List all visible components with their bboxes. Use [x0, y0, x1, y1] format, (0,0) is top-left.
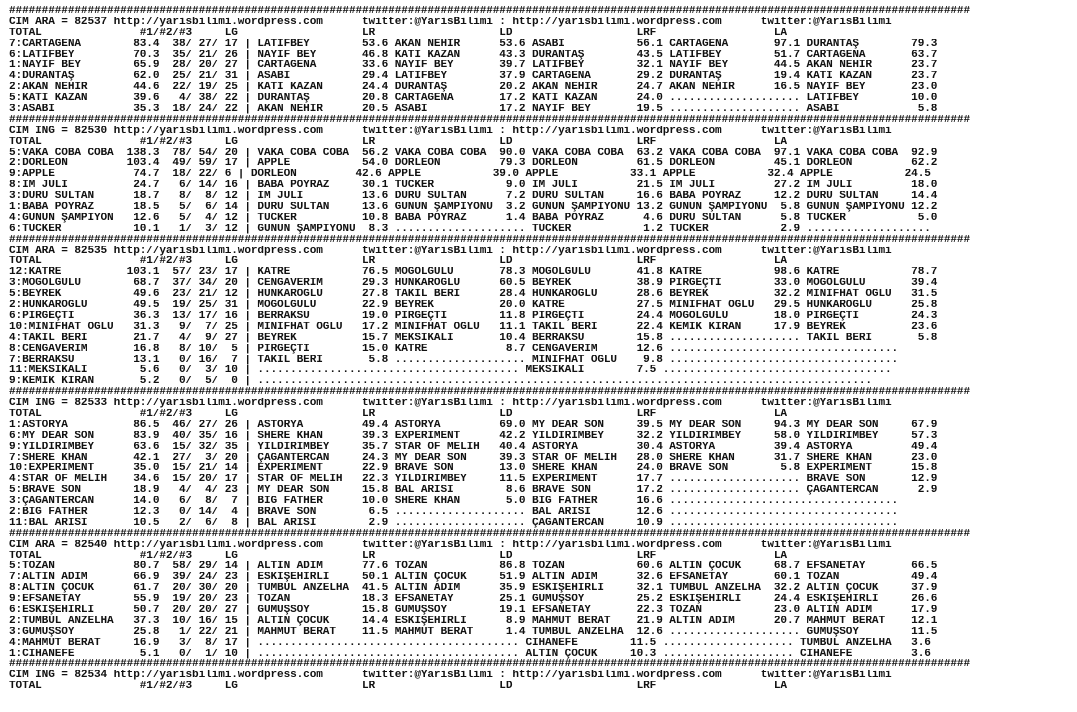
data-row: 7:BERRAKSU 13.1 0/ 16/ 7 | TAKIL BERİ 5.8 .................... MİNİFHAT OĞLU 9.8 ................................... — [9, 354, 899, 366]
data-row: 8:ALTIN ÇOCUK 61.7 20/ 30/ 20 | TUMBUL ANZELHA 41.5 ALTIN ADIM 35.9 ESKİŞEHİRLİ 32.1 TUMBUL ANZELHA 32.2 ALTIN ÇOCUK 37.9 — [9, 583, 938, 595]
data-row: 2:DORLEON 103.4 49/ 59/ 17 | APPLE 54.0 DORLEON 79.3 DORLEON 61.5 DORLEON 45.1 DORLEON 62.2 — [9, 158, 938, 170]
separator-line: ################################################################################################################################################### — [9, 528, 970, 540]
column-header: TOTAL #1/#2/#3 LG LR LD LRF LA — [9, 136, 787, 148]
race-header: CIM ING = 82533 http://yarisbilimi.wordpress.com twitter:@YarisBilimi : http://yarisbilimi.wordpress.com twitter:@YarisBilimi — [9, 398, 892, 409]
data-row: 7:SHERE KHAN 42.1 27/ 3/ 20 | ÇAĞANTERCAN 24.3 MY DEAR SON 39.3 STAR OF MELİH 28.0 SHERE KHAN 31.7 SHERE KHAN 23.0 — [9, 452, 938, 464]
separator-line: ################################################################################################################################################### — [9, 6, 970, 17]
data-row: 10:MİNİFHAT OĞLU 31.3 9/ 7/ 25 | MİNİFHAT OĞLU 17.2 MİNİFHAT OĞLU 11.1 TAKIL BERİ 22.4 KEMİK KIRAN 17.9 BEYREK 23.6 — [9, 321, 938, 333]
data-row: 4:DURANTAŞ 62.0 25/ 21/ 31 | ASABİ 29.4 LATİFBEY 37.9 CARTAGENA 29.2 DURANTAŞ 19.4 KATI KAZAN 23.7 — [9, 71, 938, 83]
column-header: TOTAL #1/#2/#3 LG LR LD LRF LA — [9, 27, 787, 39]
data-row: 3:DURU SULTAN 18.7 8/ 8/ 12 | IM JULI 13.6 DURU SULTAN 7.2 DURU SULTAN 16.6 BABA POYRAZ 12.2 DURU SULTAN 14.4 — [9, 191, 938, 203]
data-row: 7:CARTAGENA 83.4 38/ 27/ 17 | LATİFBEY 53.6 AKAN NEHİR 53.6 ASABİ 56.1 CARTAGENA 97.1 DURANTAŞ 79.3 — [9, 38, 938, 50]
separator-line: ################################################################################################################################################### — [9, 234, 970, 246]
data-row: 9:KEMİK KIRAN 5.2 0/ 5/ 0 | .............................................................................................. — [9, 376, 872, 388]
data-row: 5:VAKA COBA COBA 138.3 78/ 54/ 20 | VAKA COBA COBA 56.2 VAKA COBA COBA 90.0 VAKA COBA COBA 63.2 VAKA COBA COBA 97.1 VAKA COBA COBA 92.9 — [9, 147, 938, 159]
race-header: CIM ARA = 82540 http://yarisbilimi.wordpress.com twitter:@YarisBilimi : http://yarisbilimi.wordpress.com twitter:@YarisBilimi — [9, 539, 892, 551]
column-header: TOTAL #1/#2/#3 LG LR LD LRF LA — [9, 408, 787, 420]
data-row: 8:IM JULI 24.7 6/ 14/ 16 | BABA POYRAZ 30.1 TUCKER 9.0 IM JULI 21.5 IM JULI 27.2 IM JULI 18.0 — [9, 180, 938, 192]
data-row: 11:BAL ARISI 10.5 2/ 6/ 8 | BAL ARISI 2.9 .................... ÇAĞANTERCAN 10.9 ................................... — [9, 517, 899, 529]
data-row: 7:ALTIN ADIM 66.9 39/ 24/ 23 | ESKİŞEHİRLİ 50.1 ALTIN ÇOCUK 51.9 ALTIN ADIM 32.6 EFSANETAY 60.1 TOZAN 49.4 — [9, 572, 938, 584]
data-row: 4:GÜNÜN ŞAMPİYON 12.6 5/ 4/ 12 | TUCKER 10.8 BABA POYRAZ 1.4 BABA POYRAZ 4.6 DURU SULTAN 5.8 TUCKER 5.0 — [9, 212, 938, 224]
data-row: 5:TOZAN 80.7 58/ 29/ 14 | ALTIN ADIM 77.6 TOZAN 86.8 TOZAN 60.6 ALTIN ÇOCUK 68.7 EFSANETAY 66.5 — [9, 561, 938, 573]
data-row: 3:ÇAĞANTERCAN 14.0 6/ 8/ 7 | BIG FATHER 10.0 SHERE KHAN 5.0 BIG FATHER 16.6 ................................... — [9, 496, 899, 507]
separator-line: ################################################################################################################################################### — [9, 659, 970, 671]
data-row: 4:TAKIL BERİ 21.7 4/ 9/ 27 | BEYREK 15.7 MEKSİKALI 10.4 BERRAKSU 15.8 .................... TAKIL BERİ 5.8 — [9, 332, 938, 344]
data-row: 5:KATI KAZAN 39.6 4/ 38/ 22 | DURANTAŞ 20.8 CARTAGENA 17.2 KATI KAZAN 24.0 .................... LATİFBEY 10.0 — [9, 93, 938, 105]
data-row: 9:EFSANETAY 55.9 19/ 20/ 23 | TOZAN 18.3 EFSANETAY 25.1 GÜMÜŞSOY 25.2 ESKİŞEHİRLİ 24.4 ESKİŞEHİRLİ 26.6 — [9, 594, 938, 605]
data-row: 9:APPLE 74.7 18/ 22/ 6 | DORLEON 42.6 APPLE 39.0 APPLE 33.1 APPLE 32.4 APPLE 24.5 — [9, 169, 931, 181]
data-row: 1:ASTORYA 86.5 46/ 27/ 26 | ASTORYA 49.4 ASTORYA 69.0 MY DEAR SON 39.5 MY DEAR SON 94.3 MY DEAR SON 67.9 — [9, 419, 938, 431]
column-header: TOTAL #1/#2/#3 LG LR LD LRF LA — [9, 550, 787, 562]
data-row: 5:BEYREK 49.6 23/ 21/ 12 | HÜNKAROĞLU 27.8 TAKIL BERİ 28.4 HÜNKAROĞLU 28.6 BEYREK 32.2 MİNİFHAT OĞLU 31.5 — [9, 289, 938, 301]
data-row: 12:KATRE 103.1 57/ 23/ 17 | KATRE 76.5 MOĞOLGÜLÜ 78.3 MOĞOLGÜLÜ 41.8 KATRE 98.6 KATRE 78.7 — [9, 267, 938, 279]
data-row: 3:GÜMÜŞSOY 25.8 1/ 22/ 21 | MAHMUT BERAT 11.5 MAHMUT BERAT 1.4 TUMBUL ANZELHA 12.6 .................... GÜMÜŞSOY 11.5 — [9, 626, 938, 638]
column-header: TOTAL #1/#2/#3 LG LR LD LRF LA — [9, 256, 787, 268]
data-row: 2:TUMBUL ANZELHA 37.3 10/ 16/ 15 | ALTIN ÇOCUK 14.4 ESKİŞEHİRLİ 8.9 MAHMUT BERAT 21.9 ALTIN ADIM 20.7 MAHMUT BERAT 12.1 — [9, 615, 938, 627]
data-row: 3:MOĞOLGÜLÜ 68.7 37/ 34/ 20 | CENGAVERİM 29.3 HÜNKAROĞLU 60.5 BEYREK 38.9 PİRGEÇTİ 33.0 MOĞOLGÜLÜ 39.4 — [9, 278, 938, 290]
data-row: 6:LATİFBEY 70.3 35/ 21/ 26 | NAYİF BEY 46.8 KATI KAZAN 43.3 DURANTAŞ 43.5 LATİFBEY 51.7 CARTAGENA 63.7 — [9, 49, 938, 61]
data-row: 10:EXPERIMENT 35.0 15/ 21/ 14 | EXPERIMENT 22.9 BRAVE SON 13.0 SHERE KHAN 24.0 BRAVE SON 5.8 EXPERIMENT 15.8 — [9, 463, 938, 475]
race-header: CIM ARA = 82537 http://yarisbilimi.wordpress.com twitter:@YarisBilimi : http://yarisbilimi.wordpress.com twitter:@YarisBilimi — [9, 16, 892, 28]
column-header: TOTAL #1/#2/#3 LG LR LD LRF LA — [9, 681, 787, 693]
data-row: 5:BRAVE SON 18.9 4/ 4/ 23 | MY DEAR SON 15.8 BAL ARISI 8.6 BRAVE SON 17.2 .................... ÇAĞANTERCAN 2.9 — [9, 485, 938, 497]
data-row: 4:MAHMUT BERAT 16.9 3/ 8/ 17 | ........................................ CİHANEFE 11.5 .................... TUMBUL ANZELHA 3.6 — [9, 637, 931, 649]
data-row: 9:YILDIRIMBEY 63.6 15/ 32/ 35 | YILDIRIMBEY 35.7 STAR OF MELİH 40.4 ASTORYA 30.4 ASTORYA 39.4 ASTORYA 49.4 — [9, 441, 938, 453]
race-header: CIM ARA = 82535 http://yarisbilimi.wordpress.com twitter:@YarisBilimi : http://yarisbilimi.wordpress.com twitter:@YarisBilimi — [9, 245, 892, 257]
separator-line: ################################################################################################################################################### — [9, 114, 970, 126]
race-header: CIM ING = 82530 http://yarisbilimi.wordpress.com twitter:@YarisBilimi : http://yarisbilimi.wordpress.com twitter:@YarisBilimi — [9, 125, 892, 137]
data-row: 4:STAR OF MELİH 34.6 15/ 20/ 17 | STAR OF MELİH 22.3 YILDIRIMBEY 11.5 EXPERIMENT 17.7 .................... BRAVE SON 12.9 — [9, 474, 938, 486]
separator-line: ################################################################################################################################################### — [9, 387, 970, 399]
data-row: 6:TUCKER 10.1 1/ 3/ 12 | GÜNÜN ŞAMPİYONU 8.3 .................... TUCKER 1.2 TUCKER 2.9 ................... — [9, 223, 931, 235]
data-row: 2:HÜNKAROĞLU 49.5 19/ 25/ 31 | MOĞOLGÜLÜ 22.9 BEYREK 20.0 KATRE 27.5 MİNİFHAT OĞLU 29.5 HÜNKAROĞLU 25.8 — [9, 300, 938, 311]
race-header: CIM ING = 82534 http://yarisbilimi.wordpress.com twitter:@YarisBilimi : http://yarisbilimi.wordpress.com twitter:@YarisBilimi — [9, 670, 892, 682]
data-row: 3:ASABİ 35.3 18/ 24/ 22 | AKAN NEHİR 20.5 ASABİ 17.2 NAYİF BEY 19.5 .................... ASABİ 5.8 — [9, 104, 938, 115]
race-stats-document — [9, 6, 1075, 692]
data-row: 1:NAYİF BEY 65.9 28/ 20/ 27 | CARTAGENA 33.6 NAYİF BEY 39.7 LATİFBEY 32.1 NAYİF BEY 44.5 AKAN NEHİR 23.7 — [9, 60, 938, 72]
data-row: 2:BIG FATHER 12.3 0/ 14/ 4 | BRAVE SON 6.5 .................... BAL ARISI 12.6 ................................... — [9, 506, 899, 518]
data-row: 6:PİRGEÇTİ 36.3 13/ 17/ 16 | BERRAKSU 19.0 PİRGEÇTİ 11.8 PİRGEÇTİ 24.4 MOĞOLGÜLÜ 18.0 PİRGEÇTİ 24.3 — [9, 310, 938, 322]
data-row: 2:AKAN NEHİR 44.6 22/ 19/ 25 | KATI KAZAN 24.4 DURANTAŞ 20.2 AKAN NEHİR 24.7 AKAN NEHİR 16.5 NAYİF BEY 23.0 — [9, 82, 938, 94]
data-row: 8:CENGAVERİM 16.8 8/ 10/ 5 | PİRGEÇTİ 15.0 KATRE 8.7 CENGAVERİM 12.6 ................................... — [9, 343, 899, 355]
data-row: 1:CİHANEFE 5.1 0/ 1/ 10 | ........................................ ALTIN ÇOCUK 10.3 .................... CİHANEFE 3.6 — [9, 648, 931, 660]
data-row: 6:ESKİŞEHİRLİ 50.7 20/ 20/ 27 | GÜMÜŞSOY 15.8 GÜMÜŞSOY 19.1 EFSANETAY 22.3 TOZAN 23.0 ALTIN ADIM 17.9 — [9, 604, 938, 616]
data-row: 1:BABA POYRAZ 18.5 5/ 6/ 14 | DURU SULTAN 13.6 GÜNÜN ŞAMPİYONU 3.2 GÜNÜN ŞAMPİYONU 13.2 GÜNÜN ŞAMPİYONU 5.8 GÜNÜN ŞAMPİYONU 12.2 — [9, 202, 938, 213]
data-row: 11:MEKSİKALI 5.6 0/ 3/ 10 | ........................................ MEKSİKALI 7.5 ................................... — [9, 365, 892, 377]
data-row: 6:MY DEAR SON 83.9 40/ 35/ 16 | SHERE KHAN 39.3 EXPERIMENT 42.2 YILDIRIMBEY 32.2 YILDIRIMBEY 58.0 YILDIRIMBEY 57.3 — [9, 430, 938, 442]
